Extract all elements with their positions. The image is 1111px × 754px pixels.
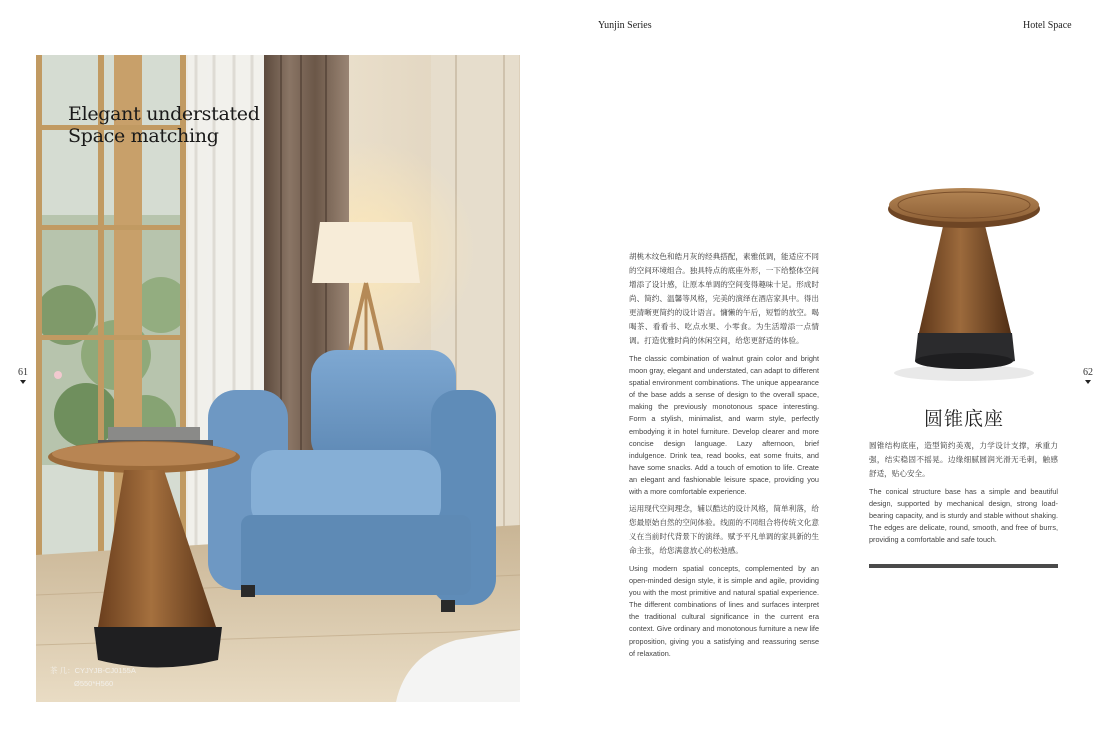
page-number-right-text: 62 (1083, 367, 1093, 378)
page-number-left-text: 61 (18, 367, 28, 378)
product-chinese-desc: 圆锥结构底座，造型简约美观，力学设计支撑，承重力强，结实稳固不摇晃。边缘细腻圆润光滑无毛刺，触感舒适，贴心安全。 (869, 441, 1058, 478)
photo-headline (68, 103, 260, 147)
concept-chinese: 运用现代空间理念，辅以酷达的设计风格，简单利落，给您最原始自然的空间体验。线面的不同组合将传统文化意义在当前时代背景下的演绎。赋予平凡单调的家具新的生命主张，给您满意放心的松弛感。 (629, 504, 819, 555)
caption-dimensions: Ø550*H560 (74, 679, 114, 688)
page-marker-icon (1085, 380, 1091, 384)
photo-headline-line2: Space matching (68, 125, 219, 147)
photo-headline-line1: Elegant understated (68, 103, 260, 125)
series-name: Yunjin Series (598, 20, 652, 31)
room-photo (36, 55, 520, 702)
concept-english: Using modern spatial concepts, complemented by an open-minded design style, it is simple and agile, providing you with the most primitive and natural spatial experience. The different combinations of lines and surfaces interpret the traditional cultural significance in the current era context. Give ordinary and monotonous furniture a new life proposition, giving you a satisfying and reassuring sense of relaxation. (629, 564, 819, 658)
section-divider (869, 564, 1058, 568)
intro-chinese: 胡桃木纹色和皓月灰的经典搭配，素雅低调，能适应不同的空间环境组合。独具特点的底座外形，一下给整体空间增添了设计感，让原本单调的空间变得趣味十足。形成时尚、简约、温馨等风格，完美的演绎在酒店家具中。得出更清晰更简约的设计语言。慵懒的午后，短暂的放空。喝喝茶、看看书、吃点水果、小零食。为生活增添一点情调。打造优雅时尚的休闲空间，给您更舒适的体验。 (629, 252, 819, 345)
room-scene-illustration (36, 55, 520, 702)
product-caption (50, 664, 136, 690)
intro-english: The classic combination of walnut grain color and bright moon gray, elegant and understated, can adapt to different spatial environment combinations. The unique appearance of the base adds a sense of design to the overall space, making the previously monotonous space interesting. Form a stylish, minimalist, and warm style, perfectly embodying it in hotel furniture. Develop clearer and more concise design language. Lazy afternoon, brief indulgence. Drink tea, read books, eat some fruits, and have some snacks. Add a touch of emotion to life. Create an elegant and fashionable leisure space, providing you with a more comfortable experience. (629, 354, 819, 497)
section-name: Hotel Space (1023, 20, 1072, 31)
product-english-desc: The conical structure base has a simple and beautiful design, supported by mechanical design, strong load-bearing capacity, and is sturdy and stable without shaking. The edges are delicate, round, smooth, and free of burrs, providing a comfortable and safe touch. (869, 487, 1058, 545)
page-number-left (13, 367, 33, 384)
product-title: 圆锥底座 (924, 408, 1005, 430)
cone-table-illustration (860, 175, 1070, 385)
page-number-right (1078, 367, 1098, 384)
caption-model: 茶 几：CYJYJB-CJ0155A (50, 666, 136, 675)
page-marker-icon (20, 380, 26, 384)
product-image (860, 175, 1070, 385)
